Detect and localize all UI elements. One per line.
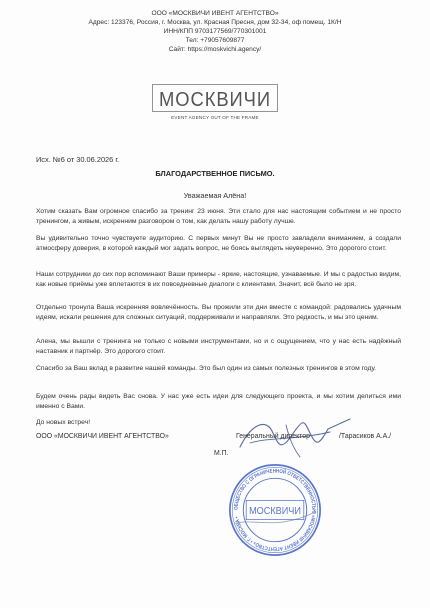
letter-paragraph: Наши сотрудники до сих пор вспоминают Ваши примеры - яркие, настоящие, узнаваемые. И мы с радостью видим, как новые приёмы уже вплетаются в их повседневные диалоги с клиентами. Значит, всё было не зря. <box>36 271 401 288</box>
seal-placeholder-label: М.П. <box>214 450 229 457</box>
letterhead-company: ООО «МОСКВИЧИ ИВЕНТ АГЕНТСТВО» <box>151 10 279 17</box>
letter-paragraph: Хотим сказать Вам огромное спасибо за тренинг 23 июня. Эти стало для нас настоящим событием и не просто тренингом, а живым, искренним разговором о том, как делать нашу работу лучше. <box>36 208 401 225</box>
outgoing-reference: Исх. №6 от 30.06.2026 г. <box>36 155 120 164</box>
letter-paragraph: Алена, мы вышли с тренинга не только с новыми инструментами, но и с ощущением, что у нас есть надёжный наставник и партнёр. Это дорогого стоит. <box>36 338 401 355</box>
letterhead-address: Адрес: 123376, Россия, г. Москва, ул. Красная Пресня, дом 32-34, оф помещ. 1К/Н <box>88 18 342 26</box>
logo-wordmark-text: МОСКВИЧИ <box>159 89 271 111</box>
letter-paragraph: До новых встреч! <box>36 419 91 426</box>
letterhead <box>0 10 430 55</box>
company-logo <box>152 84 278 128</box>
letter-paragraph: Спасибо за Ваш вклад в развитие нашей команды. Это был один из самых полезных тренингов в этом году. <box>36 365 377 372</box>
stamp-ring-text: ОБЩЕСТВО С ОГРАНИЧЕННОЙ ОТВЕТСТВЕННОСТЬЮ «МОСКВИЧИ ИВЕНТ АГЕНТСТВО» • Г. МОСКВА • <box>233 468 317 552</box>
letter-paragraph: Будем очень рады видеть Вас снова. У нас уже есть идеи для следующего проекта, и мы хотим делиться ими именно с Вами. <box>36 393 401 410</box>
letter-title: БЛАГОДАРСТВЕННОЕ ПИСЬМО. <box>155 169 275 178</box>
logo-tagline: EVENT AGENCY OUT OF THE FRAME <box>171 115 259 120</box>
logo-wordmark <box>152 84 278 114</box>
stamp-center-text: МОСКВИЧИ <box>249 504 301 517</box>
signature-company: ООО «МОСКВИЧИ ИВЕНТ АГЕНТСТВО» <box>36 433 169 440</box>
letterhead-site: Сайт: https://moskvichi.agency/ <box>168 45 262 53</box>
letter-paragraph: Отдельно тронула Ваша искренняя вовлечённость. Вы прожили эти дни вместе с командой: радовались удачным идеям, искали решения для сложных ситуаций, поддерживали и направляли. Это редкость, и мы это ценим. <box>36 304 401 321</box>
letterhead-inn: ИНН/КПП 9703177569/770301001 <box>163 27 267 35</box>
letterhead-phone: Тел: +79057609877 <box>185 36 245 44</box>
signature-position: Генеральный директор <box>236 433 310 440</box>
signature-name: /Тарасиков А.А./ <box>339 433 392 440</box>
letter-greeting: Уважаемая Алёна! <box>183 191 247 200</box>
company-seal-stamp <box>227 462 323 558</box>
letter-paragraph: Вы удивительно точно чувствуете аудиторию. С первых минут Вы не просто завладели вниманием, а создали атмосферу доверия, в которой каждый мог задать вопрос, не боясь выглядеть неуверенно. Это дорогого стоит. <box>36 235 401 252</box>
